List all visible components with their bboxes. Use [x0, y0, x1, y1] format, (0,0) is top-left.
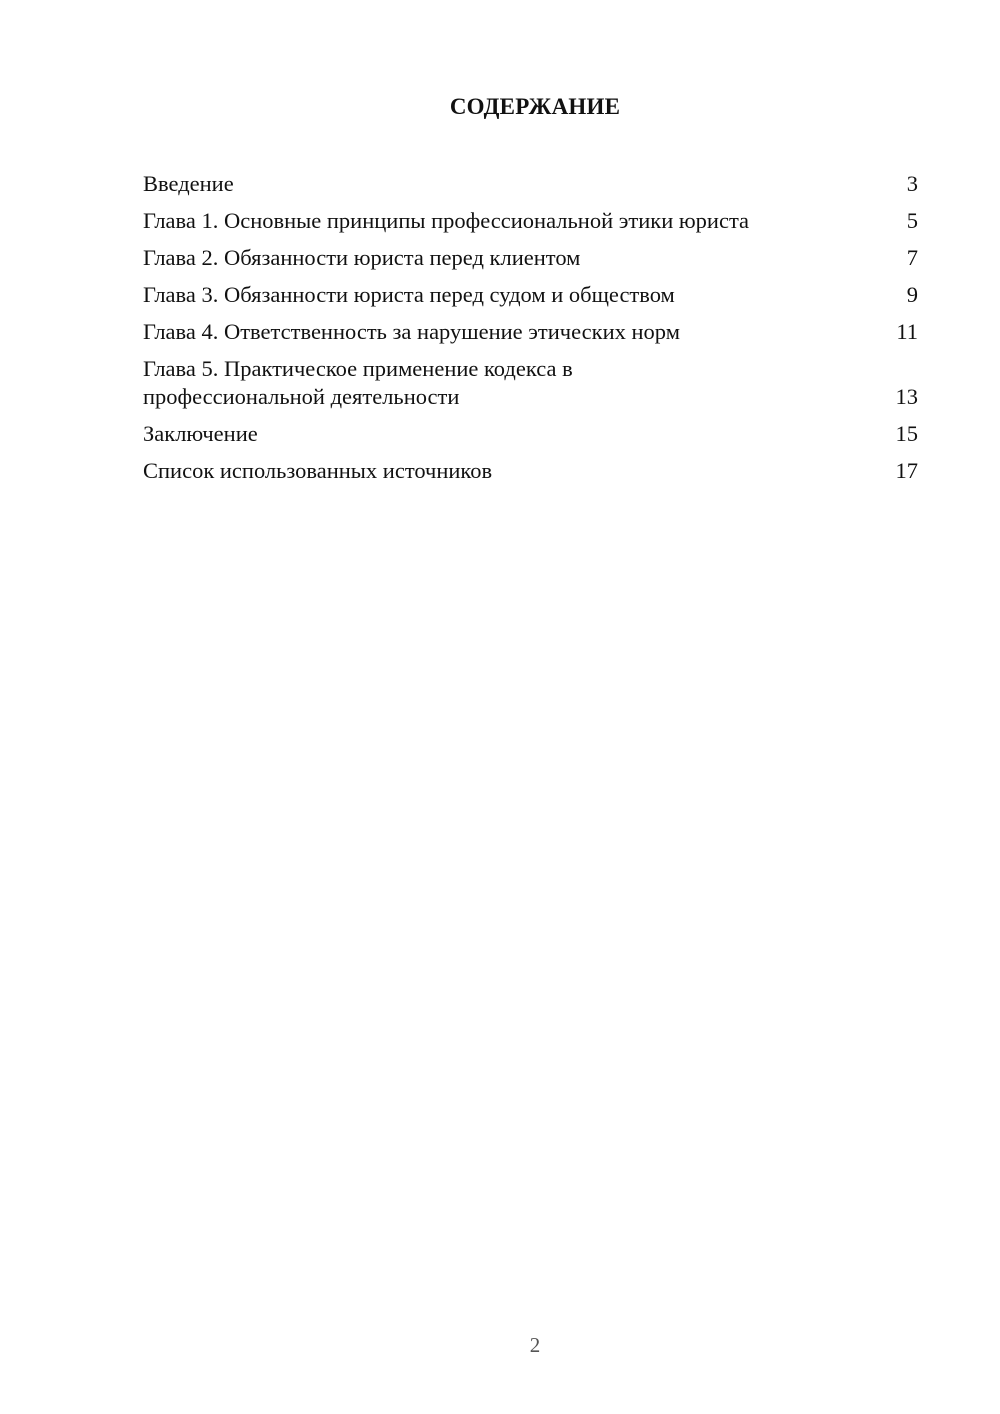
toc-entry-label: Заключение: [143, 421, 258, 446]
toc-entry[interactable]: [143, 281, 918, 309]
toc-entry[interactable]: [143, 207, 918, 235]
toc-entry-page: 17: [895, 458, 918, 483]
toc-entry-label: Введение: [143, 171, 234, 196]
toc-entry-label: Глава 5. Практическое применение кодекса в профессиональной деятельности: [143, 356, 573, 409]
toc-entry-label: Глава 3. Обязанности юриста перед судом и обществом: [143, 282, 675, 307]
toc-entry-page: 3: [906, 171, 918, 196]
toc-entry-label: Список использованных источников: [143, 458, 493, 483]
page-title: СОДЕРЖАНИЕ: [449, 94, 621, 119]
page-number: 2: [529, 1333, 541, 1357]
toc-entry[interactable]: [143, 170, 918, 198]
toc-entry[interactable]: [143, 244, 918, 272]
toc-entry[interactable]: [143, 420, 918, 448]
toc-entry-page: 15: [895, 421, 918, 446]
toc-entry-label: Глава 4. Ответственность за нарушение этических норм: [143, 319, 680, 344]
table-of-contents: [143, 170, 918, 494]
toc-entry-page: 5: [906, 208, 918, 233]
toc-entry-page: 13: [895, 384, 918, 409]
toc-entry[interactable]: [143, 318, 918, 346]
toc-entry[interactable]: [143, 457, 918, 485]
toc-entry-page: 7: [906, 245, 918, 270]
toc-entry-page: 9: [906, 282, 918, 307]
toc-entry[interactable]: [143, 355, 918, 411]
toc-entry-label: Глава 1. Основные принципы профессиональной этики юриста: [143, 208, 750, 233]
toc-entry-label: Глава 2. Обязанности юриста перед клиентом: [143, 245, 581, 270]
toc-entry-page: 11: [896, 319, 918, 344]
